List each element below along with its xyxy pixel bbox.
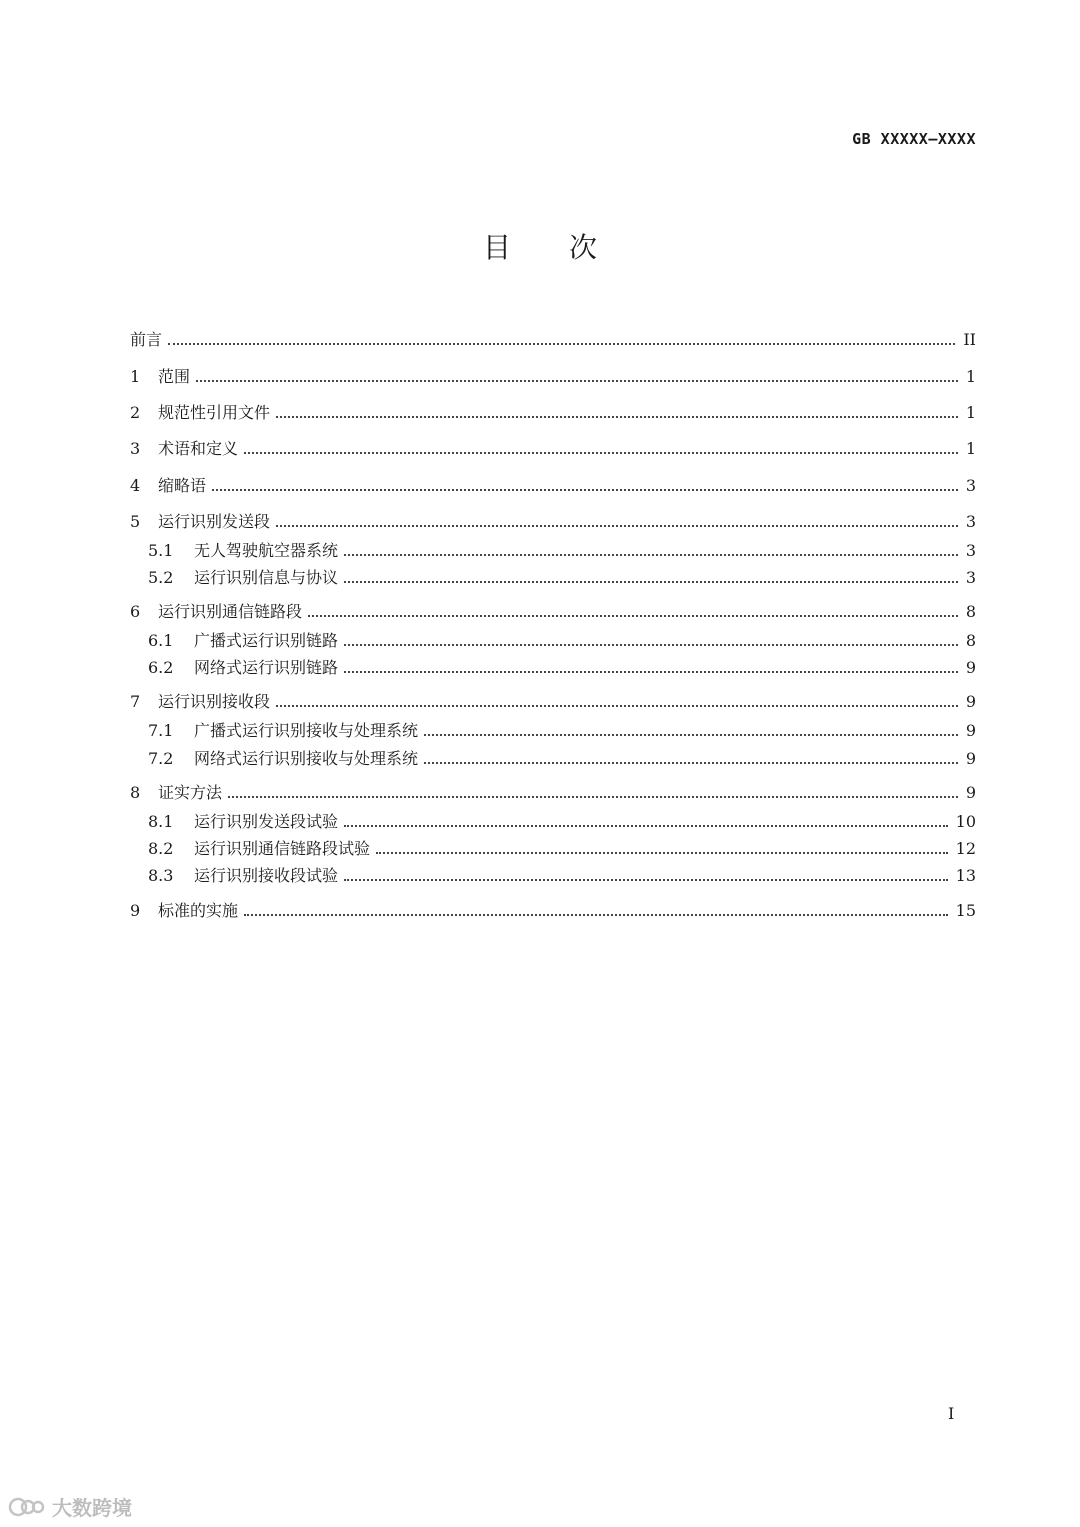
toc-entry-6[interactable] [130, 599, 976, 625]
toc-entry-number: 9 [130, 901, 141, 920]
toc-entry-5-1[interactable] [148, 538, 976, 564]
page-number: I [948, 1404, 955, 1423]
toc-entry-8[interactable] [130, 780, 976, 806]
toc-entry-label: 规范性引用文件 [158, 403, 271, 422]
toc-entry-label: 广播式运行识别接收与处理系统 [194, 721, 419, 740]
dot-leader [424, 734, 958, 736]
toc-entry-page: 15 [955, 901, 976, 920]
toc-entry-page: 3 [965, 568, 976, 587]
toc-entry-label: 无人驾驶航空器系统 [194, 541, 339, 560]
dot-leader [308, 615, 958, 617]
dot-leader [424, 762, 958, 764]
dot-leader [344, 554, 958, 556]
dot-leader [196, 380, 958, 382]
toc-entry-8-1[interactable] [148, 809, 976, 835]
toc-entry-page: 3 [965, 541, 976, 560]
toc-entry-page: 9 [965, 721, 976, 740]
toc-entry-page: 10 [955, 812, 976, 831]
watermark [8, 1492, 132, 1521]
watermark-text: 大数跨境 [52, 1496, 132, 1520]
toc-entry-label: 运行识别接收段 [158, 692, 271, 711]
toc-entry-number: 6 [130, 602, 141, 621]
toc-entry-number: 8.3 [148, 866, 174, 885]
toc-entry-label: 术语和定义 [158, 439, 239, 458]
toc-entry-number: 7 [130, 692, 141, 711]
toc-entry-6-2[interactable] [148, 655, 976, 681]
toc-entry-2[interactable] [130, 400, 976, 426]
toc-entry-page: 9 [965, 749, 976, 768]
toc-entry-page: 3 [965, 512, 976, 531]
toc-entry-page: 3 [965, 476, 976, 495]
toc-entry-label: 运行识别通信链路段 [158, 602, 303, 621]
toc-entry-page: 1 [965, 439, 976, 458]
page-title: 目次 [482, 231, 655, 264]
toc-entry-1[interactable] [130, 364, 976, 390]
toc-entry-number: 8.2 [148, 839, 174, 858]
toc-entry-label: 网络式运行识别接收与处理系统 [194, 749, 419, 768]
toc-entry-page: 8 [965, 602, 976, 621]
toc-entry-8-2[interactable] [148, 836, 976, 862]
toc-entry-label: 前言 [130, 330, 163, 349]
toc-entry-5[interactable] [130, 509, 976, 535]
toc-entry-number: 1 [130, 367, 141, 386]
toc-entry-number: 7.2 [148, 749, 174, 768]
toc-entry-number: 7.1 [148, 721, 174, 740]
dot-leader [276, 525, 958, 527]
toc-entry-4[interactable] [130, 473, 976, 499]
dot-leader [344, 825, 948, 827]
toc-entry-9[interactable] [130, 898, 976, 924]
toc-entry-label: 标准的实施 [158, 901, 239, 920]
toc-entry-label: 运行识别发送段试验 [194, 812, 339, 831]
toc-entry-3[interactable] [130, 436, 976, 462]
toc-entry-number: 6.1 [148, 631, 174, 650]
toc-entry-5-2[interactable] [148, 565, 976, 591]
toc-entry-number: 4 [130, 476, 141, 495]
toc-entry-number: 3 [130, 439, 141, 458]
toc-entry-label: 缩略语 [158, 476, 207, 495]
toc-entry-page: 13 [955, 866, 976, 885]
standard-code: GB XXXXX—XXXX [852, 130, 976, 148]
toc-entry-number: 5 [130, 512, 141, 531]
dot-leader [344, 879, 948, 881]
toc-entry-foreword[interactable] [130, 327, 976, 353]
toc-entry-number: 8.1 [148, 812, 174, 831]
dot-leader [228, 796, 958, 798]
toc-entry-label: 范围 [158, 367, 191, 386]
toc-entry-page: 9 [965, 658, 976, 677]
dot-leader [244, 452, 958, 454]
toc-entry-page: 12 [955, 839, 976, 858]
toc-entry-label: 运行识别通信链路段试验 [194, 839, 371, 858]
toc-entry-page: 9 [965, 692, 976, 711]
toc-entry-label: 运行识别发送段 [158, 512, 271, 531]
toc-entry-number: 2 [130, 403, 141, 422]
toc-entry-7-1[interactable] [148, 718, 976, 744]
toc-entry-page: II [963, 330, 976, 349]
toc-entry-8-3[interactable] [148, 863, 976, 889]
toc-entry-label: 运行识别接收段试验 [194, 866, 339, 885]
toc-entry-label: 网络式运行识别链路 [194, 658, 339, 677]
toc-entry-page: 8 [965, 631, 976, 650]
dot-leader [168, 343, 955, 345]
toc-entry-label: 广播式运行识别链路 [194, 631, 339, 650]
toc-entry-7-2[interactable] [148, 746, 976, 772]
toc-entry-page: 9 [965, 783, 976, 802]
dot-leader [276, 705, 958, 707]
dot-leader [376, 852, 948, 854]
toc-entry-number: 6.2 [148, 658, 174, 677]
dot-leader [344, 671, 958, 673]
dot-leader [244, 914, 948, 916]
dot-leader [344, 581, 958, 583]
toc-entry-number: 5.2 [148, 568, 174, 587]
toc-entry-page: 1 [965, 403, 976, 422]
toc-entry-label: 运行识别信息与协议 [194, 568, 339, 587]
toc-entry-page: 1 [965, 367, 976, 386]
dot-leader [276, 416, 958, 418]
toc-entry-number: 8 [130, 783, 141, 802]
dot-leader [212, 489, 958, 491]
watermark-logo-icon [8, 1495, 48, 1519]
toc-entry-7[interactable] [130, 689, 976, 715]
toc-entry-6-1[interactable] [148, 628, 976, 654]
toc-entry-label: 证实方法 [158, 783, 223, 802]
toc-entry-number: 5.1 [148, 541, 174, 560]
dot-leader [344, 644, 958, 646]
